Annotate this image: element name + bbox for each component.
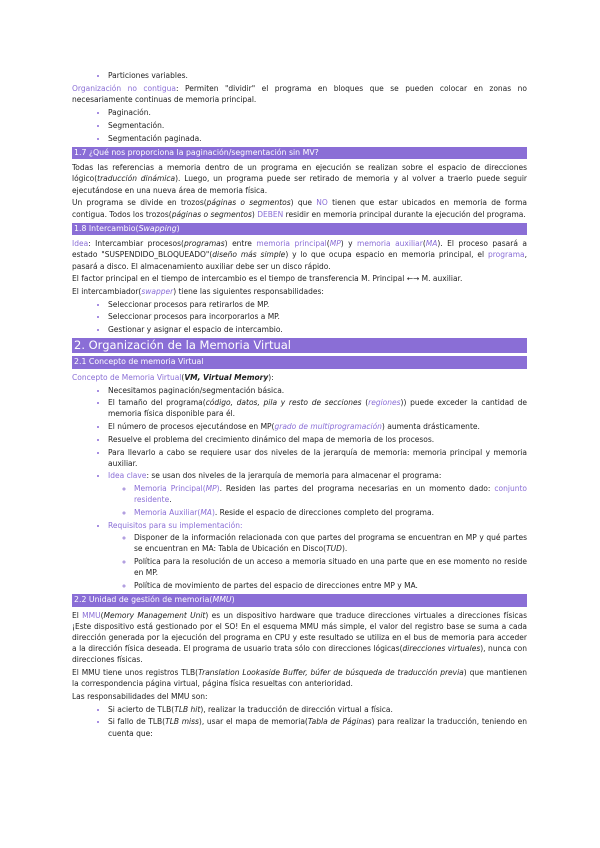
emphasis-deben: DEBEN: [257, 209, 284, 219]
list-item: • Seleccionar procesos para retirarlos de MP.: [108, 299, 527, 310]
section-heading-2-1: 2.1 Concepto de memoria Virtual: [72, 356, 527, 369]
list-item: • Resuelve el problema del crecimiento dinámico del mapa de memoria de los procesos.: [108, 434, 527, 445]
paragraph-concept: Concepto de Memoria Virtual(VM, Virtual Memory):: [72, 372, 274, 382]
list-item: • El número de procesos ejecutándose en MP(grado de multiprogramación) aumenta drásticamente.: [108, 421, 527, 432]
sublist-item: ◦ Disponer de la información relacionada con que partes del programa se encuentran en MP y qué partes se encuentran en MA: Tabla de Ubicación en Disco(TUD).: [134, 532, 527, 554]
term-organizacion-no-contigua: Organización no contigua: [72, 84, 176, 94]
list-item: • Para llevarlo a cabo se requiere usar dos niveles de la jerarquía de memoria: memoria principal y memoria auxiliar.: [108, 447, 527, 469]
section-heading-1-7: 1.7 ¿Qué nos proporciona la paginación/segmentación sin MV?: [72, 147, 527, 160]
emphasis-no: NO: [316, 198, 328, 208]
paragraph-mmu: El MMU(Memory Management Unit) es un dispositivo hardware que traduce direcciones virtuales a direcciones físicas ¡Este dispositivo está gestionado por el SO! En el esquema MMU más simple, el valor del registro base se suma a cada dirección generada por la ejecución del programa en CPU y este resultado se utiliza en el bus de memoria para acceder a la dirección física deseada. El programa de usuario trata sólo con direcciones lógicas(direcciones virtuales), nunca con direcciones físicas.: [72, 610, 528, 665]
list-item: • Seleccionar procesos para incorporarlos a MP.: [108, 311, 527, 322]
paragraph-idea: Idea: Intercambiar procesos(programas) entre memoria principal(MP) y memoria auxiliar(MA). El proceso pasará a estado "SUSPENDIDO_BLOQUEADO"(diseño más simple) y lo que ocupa espacio en memoria principal, el programa, pasará a disco. El almacenamiento auxiliar debe ser un disco rápido.: [72, 239, 528, 271]
list-item: • Gestionar y asignar el espacio de intercambio.: [108, 324, 527, 335]
list-item: • Paginación.: [108, 107, 527, 118]
list-item: • Necesitamos paginación/segmentación básica.: [108, 385, 527, 396]
swapper-responsibilities-list: [72, 299, 527, 336]
document-body: [72, 70, 527, 741]
paragraph: El factor principal en el tiempo de intercambio es el tiempo de transferencia M. Principal ←→ M. auxiliar.: [72, 274, 463, 284]
sublist-item: ◦ Política de movimiento de partes del espacio de direcciones entre MP y MA.: [134, 580, 527, 591]
list-item: • Requisitos para su implementación: ◦ Disponer de la información relacionada con que partes del programa se encuentran en MP y qué partes se encuentran en MA: Tabla de Ubicación en Disco(TUD). ◦ Política para la resolución de un acceso a memoria situado en una parte que en ese momento no reside en MP. ◦ Política de movimiento de partes del espacio de direcciones entre MP y MA.: [108, 520, 527, 591]
mmu-responsibilities-list: [72, 704, 527, 739]
list-item: • El tamaño del programa(código, datos, pila y resto de secciones (regiones)) puede exceder la cantidad de memoria física disponible para él.: [108, 397, 527, 419]
list-item: • Segmentación paginada.: [108, 133, 527, 144]
allocation-list: [72, 70, 527, 81]
paragraph: Un programa se divide en trozos(páginas o segmentos) que NO tienen que estar ubicados en memoria de forma contigua. Todos los trozos(páginas o segmentos) DEBEN residir en memoria principal durante la ejecución del programa.: [72, 198, 527, 219]
noncontiguous-list: [72, 107, 527, 144]
list-item: • Idea clave: se usan dos niveles de la jerarquía de memoria para almacenar el programa: ◦ Memoria Principal(MP). Residen las partes del programa necesarias en un momento dado: conjunto residente. ◦ Memoria Auxiliar(MA). Reside el espacio de direcciones completo del programa.: [108, 470, 527, 517]
paragraph-noncontiguous: Organización no contigua: Permiten "dividir" el programa en bloques que se pueden colocar en zonas no necesariamente continuas de memoria principal.: [72, 84, 527, 105]
section-heading-2: 2. Organización de la Memoria Virtual: [72, 338, 527, 353]
paragraph: El intercambiador(swapper) tiene las siguientes responsabilidades:: [72, 287, 324, 297]
requirements-sublist: [108, 532, 527, 591]
section-heading-2-2: 2.2 Unidad de gestión de memoria(MMU): [72, 594, 527, 607]
sublist-item: ◦ Política para la resolución de un acceso a memoria situado en una parte que en ese momento no reside en MP.: [134, 556, 527, 578]
paragraph: Todas las referencias a memoria dentro de un programa en ejecución se realizan sobre el espacio de direcciones lógico(traducción dinámica). Luego, un programa puede ser retirado de memoria y al volver a traerlo puede seguir ejecutándose en una nueva área de memoria física.: [72, 163, 527, 195]
sublist-item: ◦ Memoria Principal(MP). Residen las partes del programa necesarias en un momento dado: conjunto residente.: [134, 483, 527, 505]
list-item-text: Particiones variables.: [108, 71, 188, 80]
virtual-memory-list: [72, 385, 527, 591]
list-item: • Si fallo de TLB(TLB miss), usar el mapa de memoria(Tabla de Páginas) para realizar la traducción, teniendo en cuenta que:: [108, 716, 527, 738]
sublist-item: ◦ Memoria Auxiliar(MA). Reside el espacio de direcciones completo del programa.: [134, 507, 527, 518]
section-heading-1-8: 1.8 Intercambio(Swapping): [72, 223, 527, 236]
list-item: • Segmentación.: [108, 120, 527, 131]
paragraph-tlb: El MMU tiene unos registros TLB(Translation Lookaside Buffer, búfer de búsqueda de traducción previa) que mantienen la correspondencia página virtual, página física resueltas con anterioridad.: [72, 668, 528, 689]
list-item: [108, 70, 527, 81]
memory-levels-sublist: [108, 483, 527, 518]
term-idea: Idea: [72, 239, 89, 249]
list-item: • Si acierto de TLB(TLB hit), realizar la traducción de dirección virtual a física.: [108, 704, 527, 715]
paragraph: Las responsabilidades del MMU son:: [72, 691, 208, 701]
